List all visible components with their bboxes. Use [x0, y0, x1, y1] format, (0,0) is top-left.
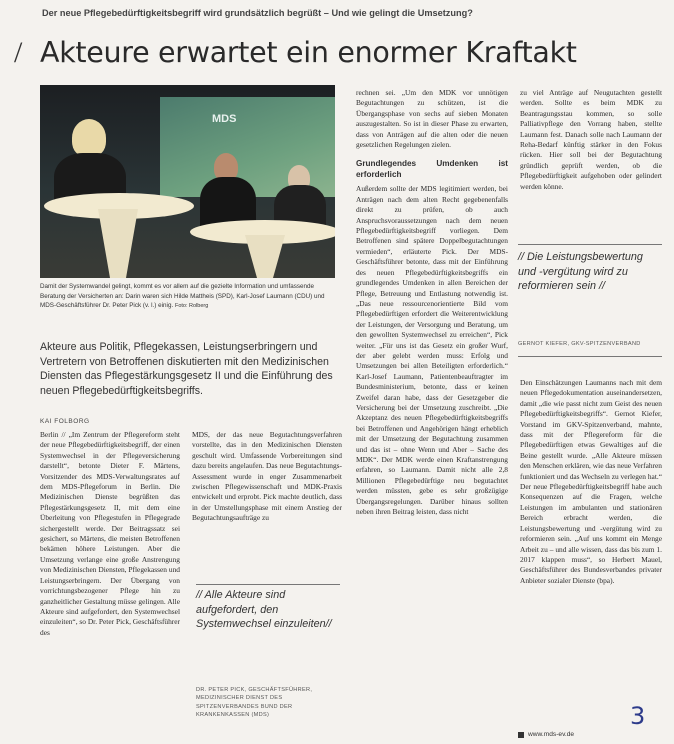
table-left-stand [98, 209, 138, 278]
pull-quote-1: // Alle Akteure sind aufgefordert, den Systemwechsel einzuleiten// [196, 589, 332, 630]
table-right-stand [245, 235, 285, 278]
headline: Akteure erwartet ein enormer Kraftakt [40, 36, 577, 69]
photo-caption [40, 282, 335, 312]
quote-1-rule-top [196, 584, 340, 585]
lead-paragraph: Akteure aus Politik, Pflegekassen, Leistungserbringern und Vertretern von Betroffenen diskutierten mit den Medizinischen Diensten das Pflegestärkungsgesetz II und die Einführung des neuen Pflegebedürftigkeitsbegriffs. [40, 341, 333, 397]
url-marker-square [518, 732, 524, 738]
pull-quote-2: // Die Leistungsbewertung und -vergütung wird zu reformieren sein // [518, 251, 643, 292]
handwritten-slash-mark: / [14, 36, 23, 69]
page-number: 3 [630, 702, 646, 730]
author-byline: KAI FOLBORG [40, 418, 90, 425]
column-3-subhead: Grundlegendes Umdenken ist erforderlich [356, 159, 508, 180]
column-4-top [520, 88, 662, 236]
footer-url: www.mds-ev.de [528, 731, 575, 738]
column-4-text: zu viel Anträge auf Neugutachten gestellt werden. Sollte es beim MDK zu Beantragungsstau kommen, so solle Palliativpflege den Vorrang haben, stellte Laumann fest. Danach solle nach Laumann der Reha-Bedarf künftig stärker in den Fokus rücken. Hier soll bei der Begutachtung gründlich geprüft werden, ob die Pflegebedürftigkeit aufgehoben oder gelindert werden könne. [520, 88, 662, 191]
column-2-top [192, 430, 342, 580]
column-2-text: MDS, der das neue Begutachtungsverfahren vorstellte, das in den Medizinischen Diensten geschult wird. Umfassende Vorbereitungen sind dazu bereits angelaufen. Das neue Begutachtungs-Assessment wurde in enger Zusammenarbeit zwischen Pflegewissenschaft und MDK-Praxis entwickelt und erprobt. Pick machte deutlich, dass in der Umstellungsphase mit einem Anstieg der Begutachtungsaufträge zu [192, 430, 342, 523]
article-photo [40, 85, 335, 278]
column-3-text: rechnen sei. „Um den MDK vor unnötigen Begutachtungen zu schützen, ist die Übergangsphase von sechs auf sieben Monaten auszugestalten. So ist in dieser Phase zu erwarten, dass von Anträgen auf die alten oder die neuen gesetzlichen Regelungen zielen. [356, 88, 508, 150]
screen-logo: MDS [212, 113, 237, 125]
column-3 [356, 88, 508, 740]
quote-2-rule-top [518, 244, 662, 245]
kicker: Der neue Pflegebedürftigkeitsbegriff wird grundsätzlich begrüßt – Und wie gelingt die Umsetzung? [42, 8, 473, 18]
quote-2-rule-bottom [518, 356, 662, 357]
column-3-body: Außerdem sollte der MDS legitimiert werden, bei Anträgen nach dem alten Recht gegebenenfalls direkt zu prüfen, ob auch Anspruchsvoraussetzungen nach dem neuen Pflegebedürftigkeitsbegriff vorliegen. Dem Betroffenen sind spätere Doppelbegutachtungen vermieden“, erläuterte Pick. Der MDS-Geschäftsführer betonte, dass mit der Einführung des neuen Pflegebedürftigkeitsbegriffs ein grundlegendes Umdenken in allen Bereichen der Pflege, Betreuung und Entlastung notwendig ist. „Das neue ressourcenorientierte Bild vom Pflegebedürftigen erfordert die Weiterentwicklung der Leistungen, der Versorgung und Beratung, um den gewollten Systemwechsel zu erreichen“, Pick weiter. „Für uns ist das Gesetz ein großer Wurf, der aber gelebt werden muss: Erfolg und Umsetzungen bei allen Beteiligten erforderlich.“ Karl-Josef Laumann, Patientenbeauftragter im Bundesministerium, betonte, dass er keinen Zweifel daran habe, dass der Gesetzgeber die Versicherung bei der Umsetzung zuschreibt. „Die Akzeptanz des neuen Pflegebedürftigkeitsbegriffs bei Betroffenen und Angehörigen hängt erheblich mit der Umsetzung der Begutachtung zusammen und das ist – ohne Wenn und Aber – Sache des MDK“. Der MDK werde einen Kraftanstrengung erfahren, so Laumann. Damit nicht alle 2,8 Millionen Pflegebedürftige neu begutachtet werden müssten, gebe es sehr großzügige Übergangsregelungen. Darüber hinaus sollten neben ihren Beitrag leisten, dass nicht [356, 184, 508, 517]
person-left [72, 119, 106, 157]
column-1-text: Berlin // „Im Zentrum der Pflegereform steht der neue Pflegebedürftigkeitsbegriff, der einen Systemwechsel in der Pflegeversicherung darstellt“, betonte Dieter F. Märtens, Vorsitzender des MDS-Verwaltungsrates auf dem MDS-Pflegeforum in Berlin. Die Medizinischen Dienste begrüßten das Pflegestärkungsgesetz II, mit dem eine Überleitung von Pflegestufen in Pflegegrade sichergestellt werde. Der Beitragssatz sei gesichert, so Märtens, die meisten Betroffenen bekämen höhere Leistungen. Aber die Umsetzung verlange eine große Anstrengung von Medizinischen Diensten, Pflegekassen und Leistungserbringern. Der Übergang von vorrichtungsbezogener Pflege hin zu ganzheitlicher Gestaltung müsse gelingen. Alle Akteure sind aufgefordert, den Systemwechsel einzuleiten“, so Dr. Peter Pick, Geschäftsführer des [40, 430, 180, 637]
photo-credit: Foto: Rolberg [174, 303, 209, 310]
pull-quote-2-source: GERNOT KIEFER, GKV-SPITZENVERBAND [518, 341, 641, 347]
column-4-bottom-text: Den Einschätzungen Laumanns nach mit dem neuen Pflegedokumentation auseinandersetzen, damit „die wie passt nicht zum Geist des neuen Pflegebedürftigkeitsbegriffs“. Gernot Kiefer, Vorstand im GKV-Spitzenverband, mahnte, dass mit der Pflegereform für die Pflegebedürftigen etwas Gewaltiges auf die Beine gestellt wurde. „Alle Akteure müssen den Menschen erklären, wie das neue Verfahren funktioniert und das Wechseln zu verlegen hat.“ Der neue Pflegebedürftigkeitsbegriff habe auch Konsequenzen auf die Fragen, welche Leistungen im ambulanten und stationären Bereich erbracht werden, die Leistungsbewertung und -vergütung wird zu reformieren sein. „Auf uns kommt ein Menge Arbeit zu – und alle wissen, dass das bis zum 1. 2017 klappen muss“, so Herbert Mauel, Geschäftsführer des Bundesverbandes privater Anbieter sozialer Dienste (bpa). [520, 378, 662, 585]
column-1 [40, 430, 180, 740]
pull-quote-1-source: DR. PETER PICK, GESCHÄFTSFÜHRER, MEDIZINISCHER DIENST DES SPITZENVERBANDES BUND DER KRANKENKASSEN (MDS) [196, 687, 313, 719]
caption-text: Damit der Systemwandel gelingt, kommt es vor allem auf die gezielte Information und umfassende Beratung der Versicherten an: Darin waren sich Hilde Mattheis (SPD), Karl-Josef Laumann (CDU) und MDS-Geschäftsführer Dr. Peter Pick (v. l.) einig. [40, 283, 325, 310]
column-4-bottom [520, 378, 662, 708]
